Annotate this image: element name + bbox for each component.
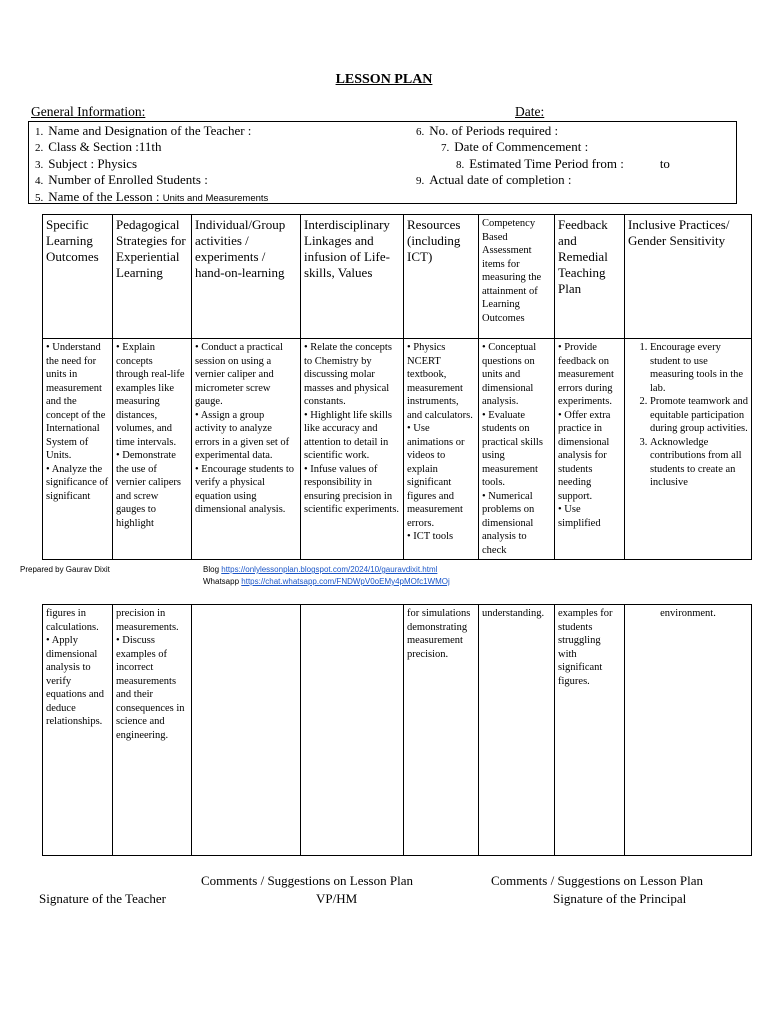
lesson-name: Units and Measurements [162,193,269,204]
inclusive-practices-list [628,341,748,490]
cell-pedagogy [113,605,192,856]
list-item: • Numerical problems on dimensional analysis to check [482,490,535,556]
column-header-activities: Individual/Group activities / experiments / hand-on-learning [192,215,301,339]
signature-principal: Signature of the Principal [553,891,687,906]
list-item: • Encourage students to verify a physical equation using dimensional analysis. [195,463,295,515]
table-row [43,605,752,856]
list-item: • Analyze the significance of significant [46,463,109,502]
list-item: • Conduct a practical session on using a vernier caliper and micrometer screw gauge. [195,342,283,407]
list-item: for simulations demonstrating measurement precision. [407,608,471,660]
info-item-class: 2. Class & Section :11th [35,139,162,154]
list-item: • Infuse values of responsibility in ensuring precision in scientific experiments. [304,463,400,515]
lesson-plan-table-continued [42,604,752,856]
cell-outcomes [43,339,113,560]
list-item: • Understand the need for units in measurement and the concept of the International System of Units. [46,342,106,461]
list-item: • Explain concepts through real-life examples like measuring distances, volumes, and time intervals. [116,342,185,448]
info-item-periods: 6. No. of Periods required : [416,123,559,138]
list-item: • Apply dimensional analysis to verify equations and deduce relationships. [46,635,105,727]
cell-resources [404,605,479,856]
lesson-plan-table [42,214,752,560]
list-item: • Evaluate students on practical skills using measurement tools. [482,409,543,488]
list-item: • Discuss examples of incorrect measurements and their consequences in science and engineering. [116,635,185,741]
list-item: • Highlight life skills like accuracy and attention to detail in scientific work. [304,409,392,461]
cell-activities [192,339,301,560]
cell-assessment [479,339,555,560]
cell-outcomes [43,605,113,856]
info-item-subject: 3. Subject : Physics [35,156,138,171]
column-header-interdisciplinary: Interdisciplinary Linkages and infusion of Life-skills, Values [301,215,404,339]
list-item: • Use simplified [558,504,601,529]
comments-label-vp: Comments / Suggestions on Lesson Plan [201,873,413,888]
list-item: precision in measurements. [116,608,179,633]
list-item: figures in calculations. [46,608,99,633]
general-information-label: General Information: [31,104,146,119]
column-header-outcomes: Specific Learning Outcomes [43,215,113,339]
blog-link[interactable]: https://onlylessonplan.blogspot.com/2024/10/gauravdixit.html [221,565,438,574]
info-item-lesson: 5. Name of the Lesson : Units and Measurements [35,189,269,204]
vp-hm-label: VP/HM [316,891,358,906]
info-item-completion: 9. Actual date of completion : [416,172,572,187]
page-title: LESSON PLAN [335,72,433,87]
list-item: • Conceptual questions on units and dimensional analysis. [482,342,537,407]
cell-pedagogy [113,339,192,560]
list-item: • Offer extra practice in dimensional analysis for students needing support. [558,409,611,502]
list-item: 2. Promote teamwork and equitable participation during group activities. [650,395,748,436]
date-label: Date: [515,104,545,119]
blog-line: Blog https://onlylessonplan.blogspot.com/2024/10/gauravdixit.html [203,565,438,574]
cell-inclusive [625,339,752,560]
general-information-box [28,121,737,204]
column-header-feedback: Feedback and Remedial Teaching Plan [555,215,625,339]
list-item: examples for students struggling with significant figures. [558,608,613,687]
signature-teacher: Signature of the Teacher [39,891,166,906]
list-item: environment. [660,608,716,619]
list-item: understanding. [482,608,545,619]
info-item-students: 4. Number of Enrolled Students : [35,172,208,187]
list-item: • Provide feedback on measurement errors during experiments. [558,342,614,407]
table-row [43,339,752,560]
info-item-time-period: 8. Estimated Time Period from : to [456,156,670,171]
info-item-commencement: 7. Date of Commencement : [441,139,589,154]
cell-resources [404,339,479,560]
comments-label-principal: Comments / Suggestions on Lesson Plan [491,873,703,888]
cell-feedback [555,605,625,856]
list-item: • Assign a group activity to analyze errors in a given set of experimental data. [195,409,290,461]
cell-activities [192,605,301,856]
cell-feedback [555,339,625,560]
list-item: • Relate the concepts to Chemistry by discussing molar masses and physical constants. [304,342,392,407]
list-item: • Physics NCERT textbook, measurement instruments, and calculators. [407,342,473,421]
list-item: • Demonstrate the use of vernier calipers and screw gauges to highlight [116,450,182,529]
cell-assessment [479,605,555,856]
cell-interdisciplinary [301,605,404,856]
list-item: • ICT tools [407,531,454,542]
prepared-by: Prepared by Gaurav Dixit [20,565,110,574]
list-item: • Use animations or videos to explain significant figures and measurement errors. [407,423,465,529]
column-header-pedagogy: Pedagogical Strategies for Experiential Learning [113,215,192,339]
list-item: 3. Acknowledge contributions from all students to create an inclusive [650,436,748,490]
list-item: 1. Encourage every student to use measuring tools in the lab. [650,341,748,395]
column-header-inclusive: Inclusive Practices/ Gender Sensitivity [625,215,752,339]
info-item-teacher: 1. Name and Designation of the Teacher : [35,123,252,138]
column-header-assessment: Competency Based Assessment items for measuring the attainment of Learning Outcomes [479,215,555,339]
cell-inclusive [625,605,752,856]
whatsapp-line: Whatsapp https://chat.whatsapp.com/FNDWpV0oEMy4pMOfc1WMOj [203,577,450,586]
column-header-resources: Resources (including ICT) [404,215,479,339]
table-header-row [43,215,752,339]
whatsapp-link[interactable]: https://chat.whatsapp.com/FNDWpV0oEMy4pMOfc1WMOj [241,577,450,586]
cell-interdisciplinary [301,339,404,560]
